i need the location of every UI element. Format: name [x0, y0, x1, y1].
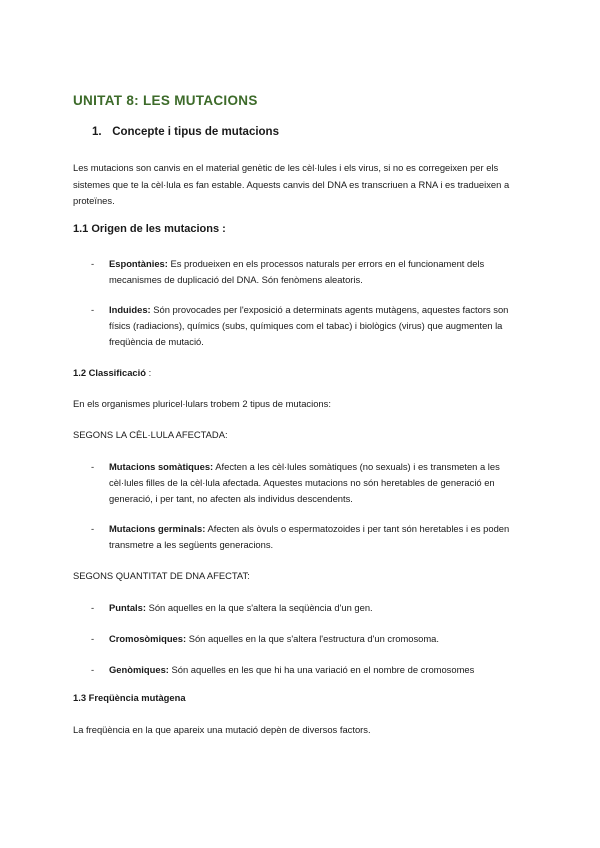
bullet-dash: - — [91, 304, 95, 315]
item-term: Puntals: — [109, 602, 146, 613]
item-text: Afecten als òvuls o espermatozoides i per tant són heretables i es poden transmetre a les següents generacions. — [109, 523, 510, 550]
bullet-dash: - — [91, 461, 95, 472]
bullet-dash: - — [91, 258, 95, 269]
item-text: Afecten a les cèl·lules somàtiques (no sexuals) i es transmeten a les cèl·lules filles de la cèl·lula afectada. Aquestes mutacions no són heretables de generació en generació, i per tant, no afecten als individus descendents. — [109, 461, 500, 504]
bullet-dash: - — [91, 602, 95, 613]
classificacio-intro: En els organismes pluricel·lulars trobem 2 tipus de mutacions: — [73, 398, 331, 409]
section-number: 1. — [92, 126, 102, 138]
section-heading — [92, 126, 279, 138]
frequencia-heading-text: 1.3 Freqüència mutàgena — [73, 692, 186, 703]
item-text: Són provocades per l'exposició a determinats agents mutàgens, aquestes factors son físics (radiacions), químics (subs, químiques com el tabac) i biològics (virus) que augmenten la freqüència de mutació. — [109, 304, 509, 347]
classificacio-heading-rest: : — [145, 367, 152, 378]
item-term: Genòmiques: — [109, 664, 169, 675]
classificacio-heading — [73, 367, 151, 378]
item-term: Induides: — [109, 304, 151, 315]
item-text: Són aquelles en la que s'altera la seqüència d'un gen. — [145, 602, 373, 613]
frequencia-heading — [73, 692, 186, 703]
section-title: Concepte i tipus de mutacions — [112, 126, 279, 138]
item-term: Mutacions germinals: — [109, 523, 206, 534]
group-label: SEGONS QUANTITAT DE DNA AFECTAT: — [73, 570, 250, 581]
classificacio-heading-bold: 1.2 Classificació — [73, 367, 146, 378]
item-text: Es produeixen en els processos naturals per errors en el funcionament dels mecanismes de duplicació del DNA. Són fenòmens aleatoris. — [109, 258, 485, 285]
intro-paragraph: Les mutacions son canvis en el material genètic de les cèl·lules i els virus, si no es corregeixen per els sistemes que te la cèl·lula es fan estable. Aquests canvis del DNA es transcriuen a RNA i es tradueixen a proteïnes. — [73, 162, 510, 206]
origen-heading: 1.1 Origen de les mutacions : — [73, 223, 226, 235]
item-term: Mutacions somàtiques: — [109, 461, 214, 472]
bullet-dash: - — [91, 664, 95, 675]
document-title: UNITAT 8: LES MUTACIONS — [73, 93, 258, 108]
bullet-dash: - — [91, 523, 95, 534]
bullet-dash: - — [91, 633, 95, 644]
frequencia-text: La freqüència en la que apareix una mutació depèn de diversos factors. — [73, 724, 371, 735]
item-term: Cromosòmiques: — [109, 633, 187, 644]
group-label: SEGONS LA CÈL·LULA AFECTADA: — [73, 429, 228, 440]
item-text: Són aquelles en les que hi ha una variació en el nombre de cromosomes — [168, 664, 475, 675]
item-term: Espontànies: — [109, 258, 168, 269]
item-text: Són aquelles en la que s'altera l'estructura d'un cromosoma. — [186, 633, 439, 644]
